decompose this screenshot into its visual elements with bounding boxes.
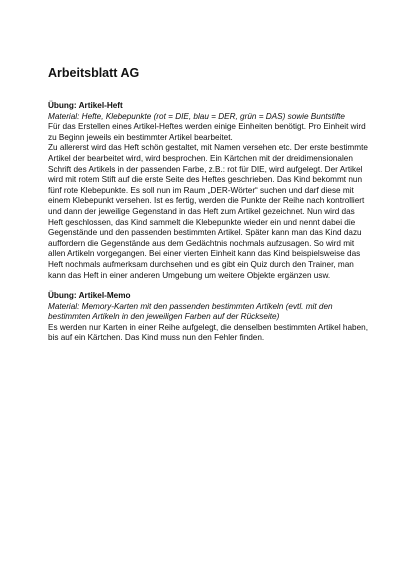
material-list: Material: Memory-Karten mit den passenden bestimmten Artikeln (evtl. mit den bestimmten Artikeln in den jeweiligen Farben auf der Rückseite) <box>48 301 333 322</box>
section-heading: Übung: Artikel-Memo <box>48 291 131 301</box>
paragraph: Es werden nur Karten in einer Reihe aufgelegt, die denselben bestimmten Artikel haben, bis auf ein Kärtchen. Das Kind muss nun den Fehler finden. <box>48 322 368 343</box>
document-page <box>48 66 368 354</box>
section-heading: Übung: Artikel-Heft <box>48 101 123 110</box>
paragraph: Für das Erstellen eines Artikel-Heftes werden einige Einheiten benötigt. Pro Einheit wird zu Beginn jeweils ein bestimmter Artikel bearbeitet. <box>48 122 366 142</box>
material-list: Material: Hefte, Klebepunkte (rot = DIE, blau = DER, grün = DAS) sowie Buntstifte <box>48 111 345 121</box>
document-title: Arbeitsblatt AG <box>48 66 140 80</box>
section-artikel-heft <box>48 101 368 281</box>
section-artikel-memo <box>48 291 368 344</box>
paragraph: Zu allererst wird das Heft schön gestaltet, mit Namen versehen etc. Der erste bestimmte Artikel der bearbeitet wird, wird besprochen. Ein Kärtchen mit der dreidimensionalen Schrift des Artikels in der passenden Farbe, z.B.: rot für DIE, wird aufgelegt. Der Artikel wird mit rotem Stift auf die erste Seite des Heftes geschrieben. Das Kind bekommt nun fünf rote Klebepunkte. Es soll nun im Raum „DER-Wörter“ suchen und darf diese mit einem Klebepunkt versehen. Ist es fertig, werden die Punkte der Reihe nach kontrolliert und dann der jeweilige Gegenstand in das Heft zum Artikel gezeichnet. Nun wird das Heft geschlossen, das Kind sammelt die Klebepunkte wieder ein und nennt dabei die Gegenstände und den passenden bestimmten Artikel. Später kann man das Kind dazu auffordern die Gegenstände aus dem Gedächtnis nochmals aufzusagen. So wird mit allen Artikeln vorgegangen. Bei einer vierten Einheit kann das Kind beispielsweise das Heft nochmals aufmerksam durchsehen und es gibt ein Quiz durch den Trainer, man kann das Heft in einer anderen Umgebung um weitere Objekte ergänzen usw. <box>48 143 368 280</box>
